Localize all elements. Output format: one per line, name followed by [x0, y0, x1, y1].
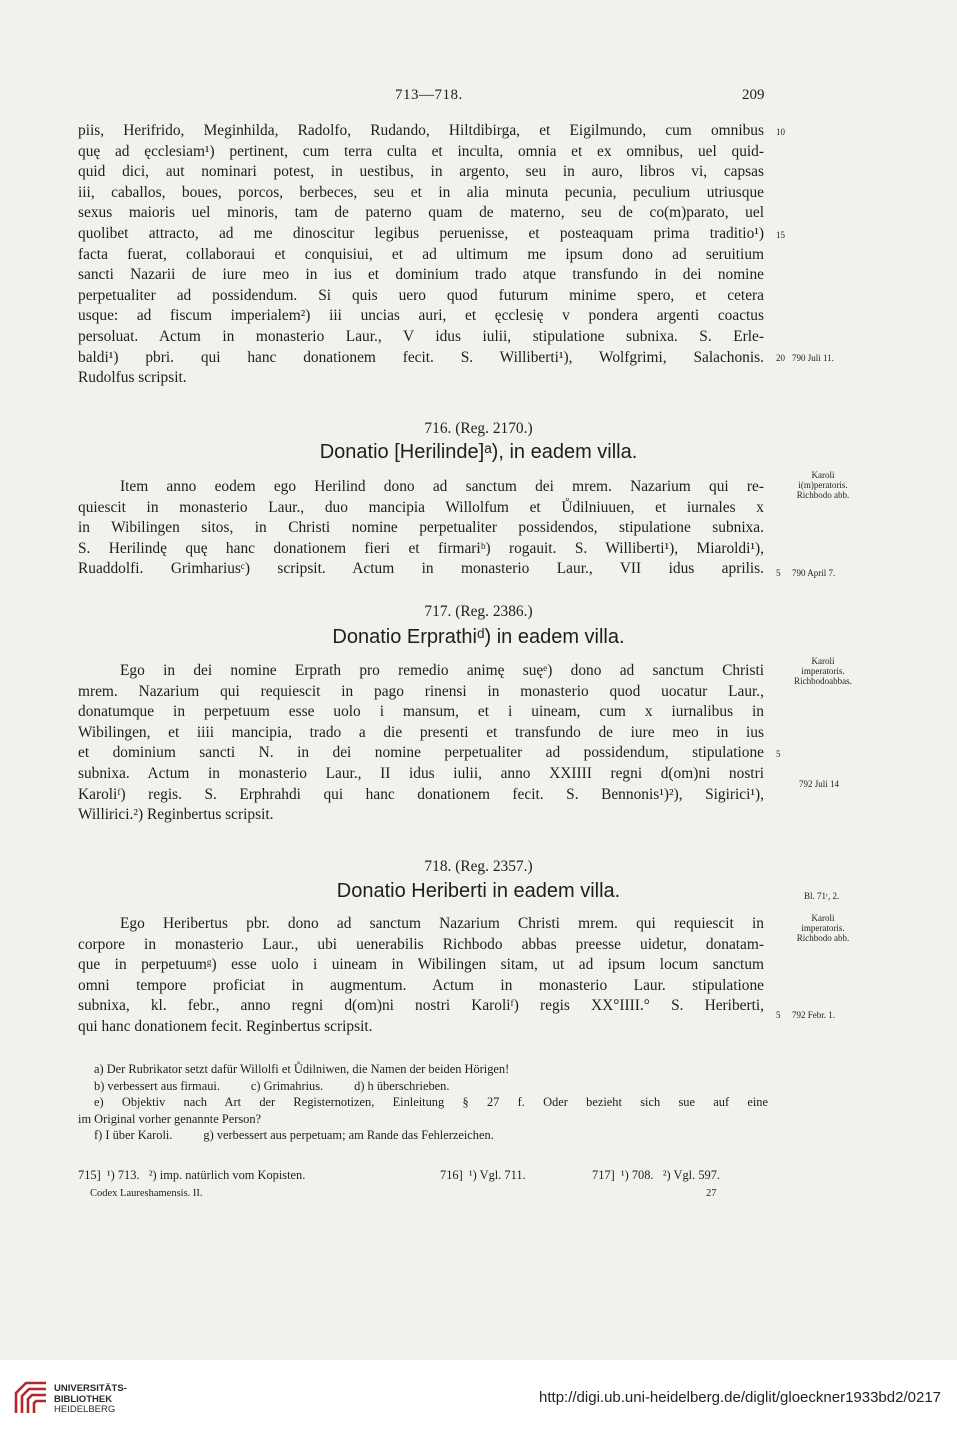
text-line: sancti Nazarii de iure meo in ius et dominium trado atque transfundo in dei nomine: [78, 266, 764, 284]
text-line: qui hanc donationem fecit. Reginbertus scripsit.: [78, 1017, 373, 1035]
register-number: 718. (Reg. 2357.): [424, 858, 533, 875]
footnote-line: im Original vorher genannte Person?: [78, 1111, 262, 1126]
register-number: 716. (Reg. 2170.): [424, 420, 533, 437]
margin-folio: Bl. 71ʳ, 2.: [804, 891, 840, 901]
text-line: Wibilingen, et iiii mancipia, trado a die presenti et transfundo de iure meo in ius: [78, 723, 764, 741]
margin-note: Karoli i(m)peratoris. Richbodo abb.: [796, 470, 850, 500]
viewer-footer: [0, 1360, 957, 1443]
editorial-note: 717] ¹) 708. ²) Vgl. 597.: [592, 1168, 721, 1182]
text-line: baldi¹) pbri. qui hanc donationem fecit. S. Williberti¹), Wolfgrimi, Salachonis.: [78, 348, 764, 366]
text-line: piis, Herifrido, Meginhilda, Radolfo, Rudando, Hiltdibirga, et Eigilmundo, cum omnibus: [78, 122, 764, 139]
line-number: 5: [776, 568, 781, 578]
text-line: in Wibilingen sitos, in Christi nomine perpetualiter possidendos, stipulatione subnixa.: [78, 519, 764, 537]
text-line: persoluat. Actum in monasterio Laur., V idus iulii, stipulatione subnixa. S. Erle-: [78, 327, 764, 345]
text-line: quid dici, aut nominari potest, in uestibus, in argento, seu in auro, libros vi, capsas: [78, 163, 764, 181]
footnotes: [78, 1061, 768, 1144]
signature-mark: Codex Laureshamensis. II.: [90, 1188, 203, 1199]
text-line: Ruaddolfi. Grimhariusᶜ) scripsit. Actum in monasterio Laur., VII idus aprilis.: [78, 560, 764, 578]
margin-date: 790 Juli 11.: [792, 353, 834, 363]
charter-title: Donatio Erprathiᵈ) in eadem villa.: [332, 626, 625, 648]
text-line: quiescit in monasterio Laur., duo mancipia Willolfum et Ůdilniuuen, et iurnales x: [78, 498, 764, 516]
text-line: corpore in monasterio Laur., ubi uenerabilis Richbodo abbas preesse uidetur, donatam-: [78, 935, 764, 953]
page-number: 209: [742, 87, 765, 103]
text-line: S. Herilindę quę hanc donationem fieri et firmariᵇ) rogauit. S. Williberti¹), Miaroldi¹),: [78, 539, 764, 557]
library-logo-text: UNIVERSITÄTS- BIBLIOTHEK HEIDELBERG: [54, 1383, 127, 1415]
line-number: 20: [776, 353, 785, 363]
text-line: omni tempore proficiat in augmentum. Actum in monasterio Laur. stipulatione: [78, 976, 764, 994]
text-line: quolibet attracto, ad me dinoscitur legibus peruenisse, et posteaquam prima traditio¹): [78, 224, 764, 242]
text-line: Rudolfus scripsit.: [78, 369, 187, 387]
library-logo-icon: [12, 1379, 50, 1417]
margin-note: Karoli imperatoris. Richbodo abb.: [796, 913, 850, 943]
text-line: quę ad ęcclesiam¹) pertinent, cum terra culta et inculta, omnia et ex omnibus, uel quid-: [78, 142, 764, 160]
line-number: 5: [776, 749, 781, 759]
line-number: 5: [776, 1010, 781, 1020]
text-line: usque: ad fiscum imperialem²) iii uncias auri, et ęcclesię v pondera argenti coactus: [78, 307, 764, 325]
text-line: Willirici.²) Reginbertus scripsit.: [78, 806, 274, 824]
margin-date: 792 Juli 14: [799, 779, 840, 789]
text-line: facta fuerat, collaboraui et conquisiui, et ad ultimum me ipsum dono ad seruitium: [78, 245, 764, 263]
text-line: Karoliᶠ) regis. S. Erphrahdi qui hanc donationem fecit. S. Bennonis¹)²), Sigirici¹),: [78, 785, 764, 803]
register-number: 717. (Reg. 2386.): [424, 603, 533, 620]
margin-date: 790 April 7.: [792, 568, 836, 578]
text-line: subnixa. Actum in monasterio Laur., II idus iulii, anno XXIIII regni d(om)ni nostri: [78, 764, 764, 782]
text-line: et dominium sancti N. in dei nomine perpetualiter ad possidendum, stipulatione: [78, 744, 764, 762]
signature-number: 27: [706, 1188, 717, 1199]
editorial-note: 715] ¹) 713. ²) imp. natürlich vom Kopisten.: [78, 1168, 306, 1182]
text-line: subnixa, kl. febr., anno regni d(om)ni nostri Karoliᶠ) regis XX°IIII.° S. Heriberti,: [78, 997, 764, 1015]
text-line: Ego Heribertus pbr. dono ad sanctum Nazarium Christi mrem. qui requiescit in: [120, 915, 764, 932]
text-line: Ego in dei nomine Erprath pro remedio animę suęᵉ) dono ad sanctum Christi: [120, 662, 764, 679]
permalink[interactable]: http://digi.ub.uni-heidelberg.de/diglit/gloeckner1933bd2/0217: [539, 1389, 941, 1406]
editorial-note: 716] ¹) Vgl. 711.: [440, 1168, 526, 1182]
line-number: 10: [776, 127, 785, 137]
text-block-718: [78, 914, 764, 1038]
footnote-line: f) I über Karoli. g) verbessert aus perpetuam; am Rande das Fehlerzeichen.: [94, 1128, 494, 1142]
footnote-line: a) Der Rubrikator setzt dafür Willolfi et Ůdilniwen, die Namen der beiden Hörigen!: [94, 1062, 510, 1076]
text-line: donatumque in perpetuum esse uolo i mansum, et i uineam, cum x iurnalibus in: [78, 703, 764, 721]
text-line: mrem. Nazarium qui requiescit in pago rinensi in monasterio quod uocatur Laur.,: [78, 682, 764, 700]
text-line: Item anno eodem ego Herilind dono ad sanctum dei mrem. Nazarium qui re-: [120, 478, 764, 495]
footnote-line: b) verbessert aus firmaui. c) Grimahrius. d) h überschrieben.: [94, 1078, 450, 1093]
footnote-line: e) Objektiv nach Art der Registernotizen, Einleitung § 27 f. Oder bezieht sich sue auf eine: [94, 1095, 768, 1109]
charter-title: Donatio [Herilinde]ᵃ), in eadem villa.: [319, 441, 638, 463]
charter-title: Donatio Heriberti in eadem villa.: [336, 880, 621, 902]
margin-date: 792 Febr. 1.: [792, 1010, 836, 1020]
text-block-717: [78, 661, 764, 826]
text-line: sexus maioris uel minoris, tam de paterno quam de materno, seu de co(m)parato, uel: [78, 204, 764, 222]
line-number: 15: [776, 230, 785, 240]
text-line: que in perpetuumᵍ) esse uolo i uineam in Wibilingen sitam, ut ad ipsum locum sanctum: [78, 956, 764, 974]
text-block-713: [78, 121, 764, 389]
margin-note: Karoli imperatoris. Richbodoabbas.: [794, 656, 852, 686]
text-line: iii, caballos, boues, porcos, berbeces, seu et in alia minuta pecunia, peculium utriusque: [78, 183, 764, 201]
running-title: 713—718.: [395, 87, 463, 103]
text-block-716: [78, 477, 764, 580]
text-line: perpetualiter ad possidendum. Si quis uero quod futurum minime spero, et cetera: [78, 286, 764, 304]
